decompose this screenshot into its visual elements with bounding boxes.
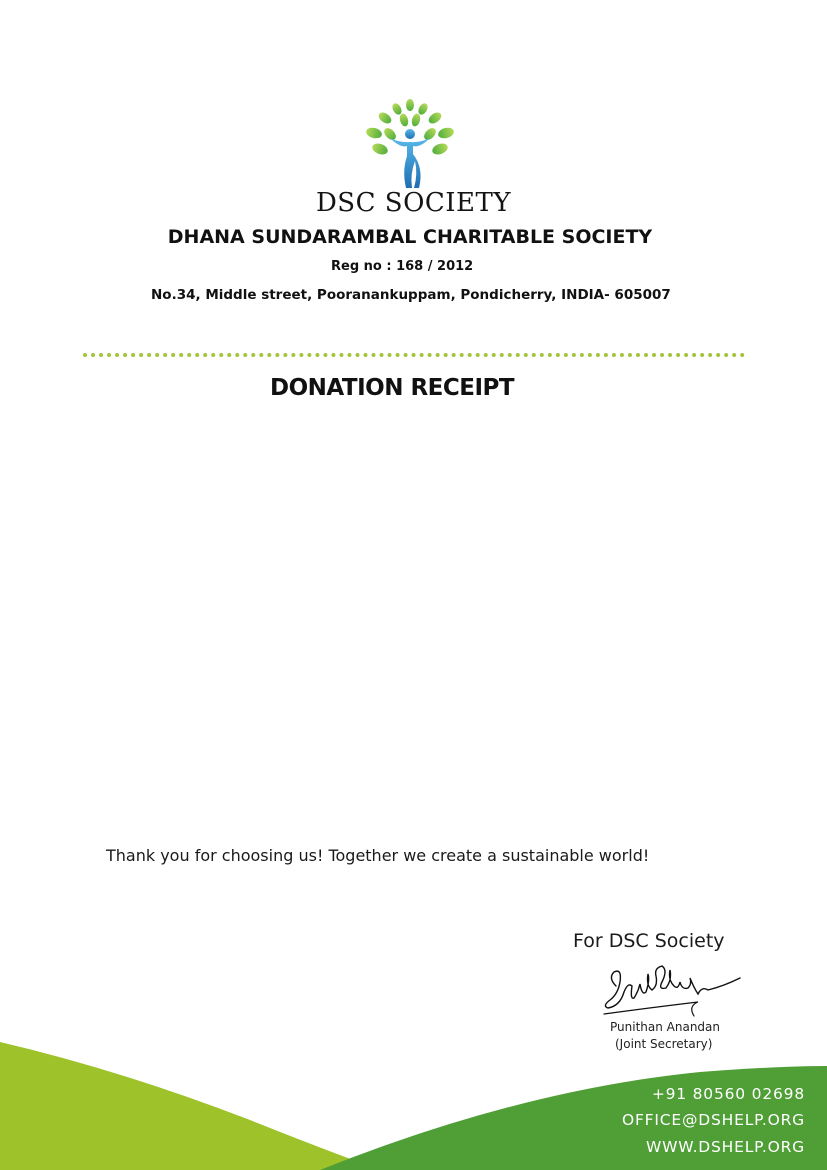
signer-role: (Joint Secretary) bbox=[615, 1037, 713, 1051]
phone-number: +91 80560 02698 bbox=[651, 1085, 805, 1103]
tree-person-logo-icon bbox=[360, 96, 460, 196]
website-link[interactable]: WWW.DSHELP.ORG bbox=[645, 1138, 805, 1156]
handwritten-signature bbox=[598, 956, 748, 1020]
registration-number: Reg no : 168 / 2012 bbox=[331, 259, 474, 274]
page-title: DONATION RECEIPT bbox=[270, 375, 515, 401]
brand-name: DSC SOCIETY bbox=[315, 188, 512, 218]
signer-name: Punithan Anandan bbox=[610, 1020, 721, 1034]
address: No.34, Middle street, Pooranankuppam, Pondicherry, INDIA- 605007 bbox=[151, 287, 671, 303]
email-address[interactable]: OFFICE@DSHELP.ORG bbox=[621, 1111, 805, 1129]
organization-name: DHANA SUNDARAMBAL CHARITABLE SOCIETY bbox=[167, 226, 653, 248]
signature-for-label: For DSC Society bbox=[573, 930, 725, 952]
thank-you-message: Thank you for choosing us! Together we create a sustainable world! bbox=[106, 846, 650, 865]
dotted-divider bbox=[83, 353, 745, 357]
